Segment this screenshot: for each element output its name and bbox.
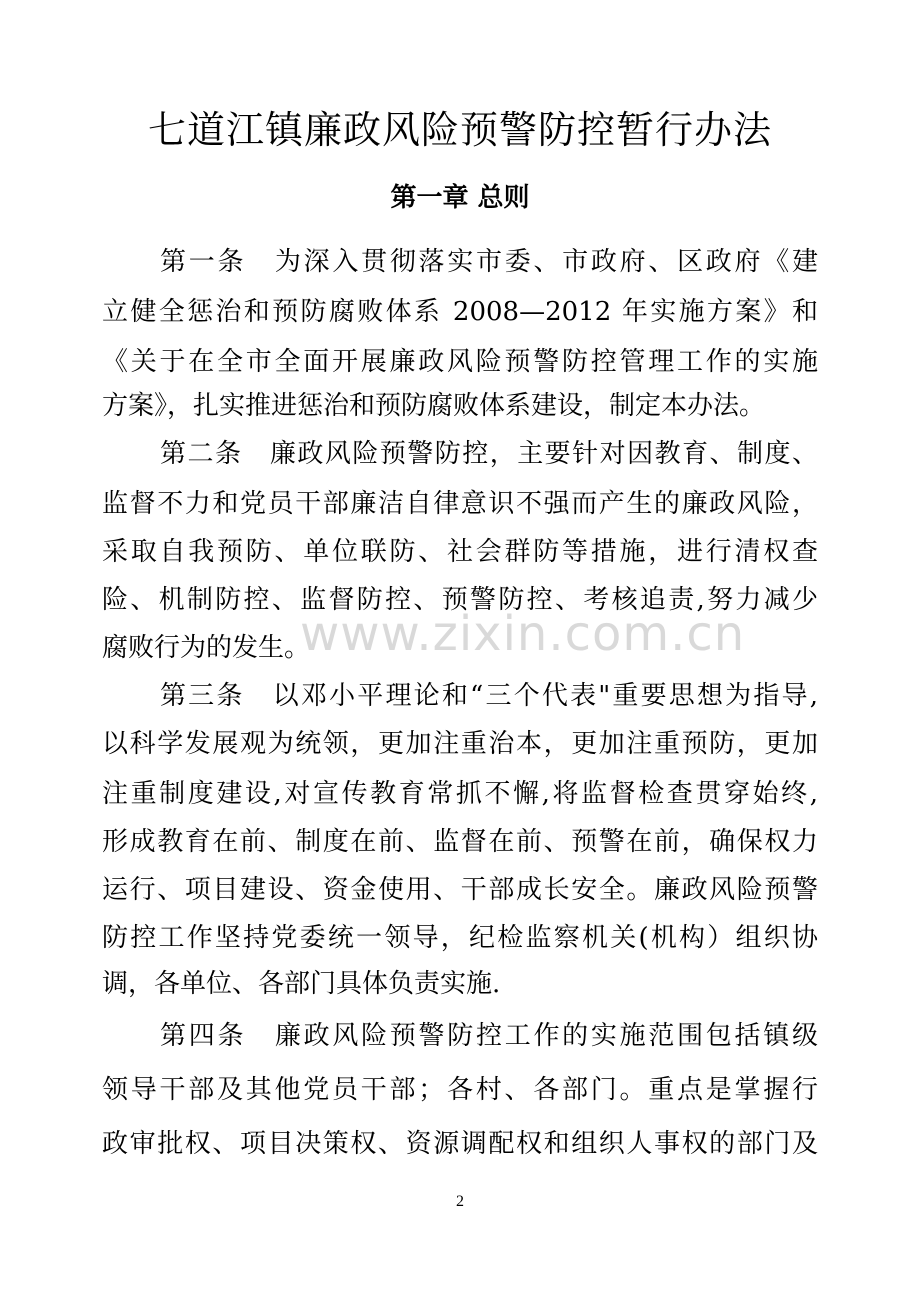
document-title: 七道江镇廉政风险预警防控暂行办法 bbox=[147, 108, 772, 152]
article-1-line-3: 《关于在全市全面开展廉政风险预警防控管理工作的实施 bbox=[102, 347, 818, 377]
article-2-line-5: 腐败行为的发生。 bbox=[102, 633, 311, 663]
article-3-line-5: 运行、项目建设、资金使用、干部成长安全。廉政风险预警 bbox=[102, 875, 818, 905]
article-3-line-4: 形成教育在前、制度在前、监督在前、预警在前，确保权力 bbox=[102, 827, 818, 857]
article-3-line-1: 第三条 以邓小平理论和“三个代表"重要思想为指导, bbox=[160, 681, 818, 711]
article-4-line-3: 政审批权、项目决策权、资源调配权和组织人事权的部门及 bbox=[102, 1129, 818, 1159]
article-2-line-2: 监督不力和党员干部廉洁自律意识不强而产生的廉政风险， bbox=[102, 489, 818, 519]
article-4-line-1: 第四条 廉政风险预警防控工作的实施范围包括镇级 bbox=[160, 1021, 818, 1051]
article-3-line-3: 注重制度建设,对宣传教育常抓不懈,将监督检查贯穿始终, bbox=[102, 779, 818, 809]
article-3-line-2: 以科学发展观为统领，更加注重治本，更加注重预防，更加 bbox=[102, 729, 818, 759]
article-1-line-4: 方案》，扎实推进惩治和预防腐败体系建设，制定本办法。 bbox=[102, 391, 766, 421]
article-3-line-6: 防控工作坚持党委统一领导，纪检监察机关(机构）组织协 bbox=[102, 923, 818, 953]
article-2-line-4: 险、机制防控、监督防控、预警防控、考核追责,努力减少 bbox=[102, 585, 818, 615]
page-number: 2 bbox=[456, 1193, 464, 1210]
article-3-line-7: 调，各单位、各部门具体负责实施. bbox=[102, 969, 501, 999]
article-1-line-2: 立健全惩治和预防腐败体系 2008—2012 年实施方案》和 bbox=[102, 297, 818, 327]
article-2-line-1: 第二条 廉政风险预警防控，主要针对因教育、制度、 bbox=[160, 439, 818, 469]
watermark: www.zixin.com.cn bbox=[300, 606, 746, 662]
chapter-title: 第一章 总则 bbox=[390, 183, 530, 213]
article-2-line-3: 采取自我预防、单位联防、社会群防等措施，进行清权查 bbox=[102, 537, 818, 567]
article-1-line-1: 第一条 为深入贯彻落实市委、市政府、区政府《建 bbox=[160, 247, 818, 277]
article-4-line-2: 领导干部及其他党员干部；各村、各部门。重点是掌握行 bbox=[102, 1075, 818, 1105]
